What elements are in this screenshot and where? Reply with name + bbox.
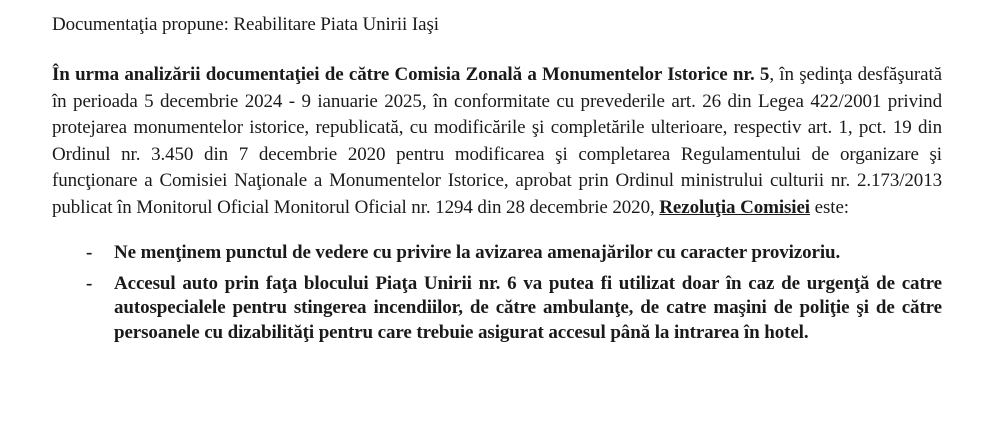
list-item-text: Ne menţinem punctul de vedere cu privire la avizarea amenajărilor cu caracter provizoriu. (114, 242, 841, 263)
list-item-text: Accesul auto prin faţa blocului Piaţa Unirii nr. 6 va putea fi utilizat doar în caz de urgenţă de catre autospecialele pentru stingerea incendiilor, de către ambulanţe, de catre maşini de poliţie şi de către persoanele cu dizabilităţi pentru care trebuie asigurat accesul până la intrarea în hotel. (114, 272, 942, 343)
bullet-dash: - (86, 242, 93, 263)
resolution-label: Rezoluţia Comisiei (659, 196, 810, 218)
paragraph-body: , în şedinţa desfăşurată în perioada 5 decembrie 2024 - 9 ianuarie 2025, în conformitate cu prevederile art. 26 din Legea 422/2001 privind protejarea monumentelor istorice, republicată, cu modificările şi completările ulterioare, respectiv art. 1, pct. 19 din Ordinul nr. 3.450 din 7 decembrie 2020 pentru modificarea şi completarea Regulamentului de organizare şi funcţionare a Comisiei Naţionale a Monumentelor Istorice, aprobat prin Ordinul ministrului culturii nr. 2.173/2013 publicat în Monitorul Oficial Monitorul Oficial nr. 1294 din 28 decembrie 2020, (52, 64, 942, 218)
document-page (52, 12, 942, 351)
document-intro: Documentaţia propune: Reabilitare Piata Unirii Iaşi (52, 14, 439, 35)
paragraph-lead: În urma analizării documentaţiei de către Comisia Zonală a Monumentelor Istorice nr. 5 (52, 64, 770, 85)
commission-paragraph (52, 62, 942, 221)
list-item (52, 241, 942, 266)
resolution-list (52, 241, 942, 345)
list-item (52, 272, 942, 346)
bullet-dash: - (86, 272, 93, 294)
paragraph-tail: este: (809, 196, 849, 218)
